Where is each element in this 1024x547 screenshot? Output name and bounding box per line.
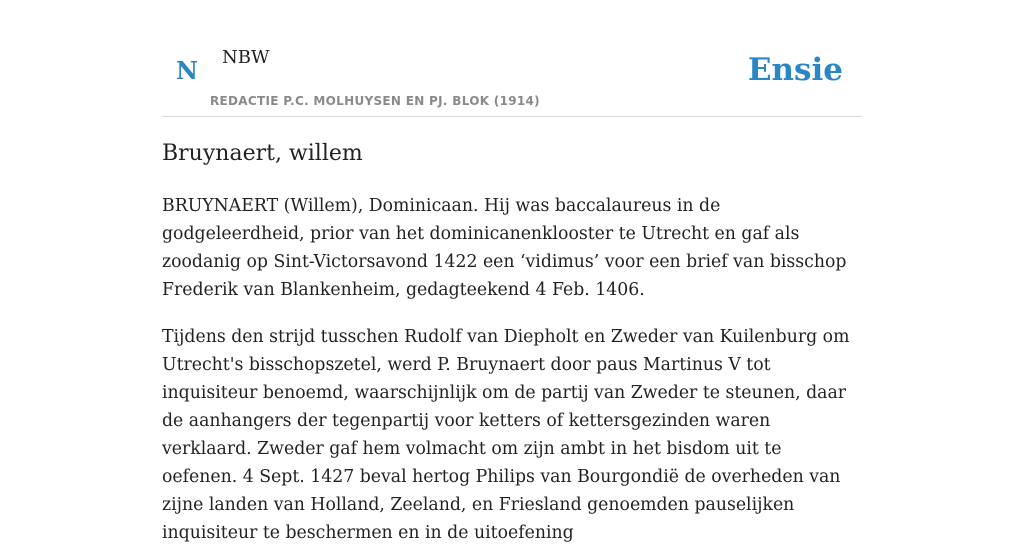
article-title: Bruynaert, willem [162, 141, 363, 166]
article [162, 138, 862, 547]
publication-title: NBW [222, 47, 270, 68]
brand-logo[interactable]: Ensie [747, 52, 843, 88]
article-paragraph: Tijdens den strijd tusschen Rudolf van Diepholt en Zweder van Kuilenburg om Utrecht's bisschopszetel, werd P. Bruynaert door paus Martinus V tot inquisiteur benoemd, waarschijnlijk om de partij van Zweder te steunen, daar de aanhangers der tegenpartij voor ketters of kettersgezinden waren verklaard. Zweder gaf hem volmacht om zijn ambt in het bisdom uit te oefenen. 4 Sept. 1427 beval hertog Philips van Bourgondië de overheden van zijne landen van Holland, Zeeland, en Friesland genoemden pauselijken inquisiteur te beschermen en in de uitoefening [162, 327, 850, 543]
publication-logo[interactable]: N [176, 56, 198, 85]
article-paragraph: BRUYNAERT (Willem), Dominicaan. Hij was baccalaureus in de godgeleerdheid, prior van het dominicanenklooster te Utrecht en gaf als zoodanig op Sint-Victorsavond 1422 een ‘vidimus’ voor een brief van bisschop Frederik van Blankenheim, gedagteekend 4 Feb. 1406. [162, 196, 847, 300]
site-header [162, 0, 862, 117]
publication-editors: REDACTIE P.C. MOLHUYSEN EN PJ. BLOK (1914) [210, 94, 540, 108]
